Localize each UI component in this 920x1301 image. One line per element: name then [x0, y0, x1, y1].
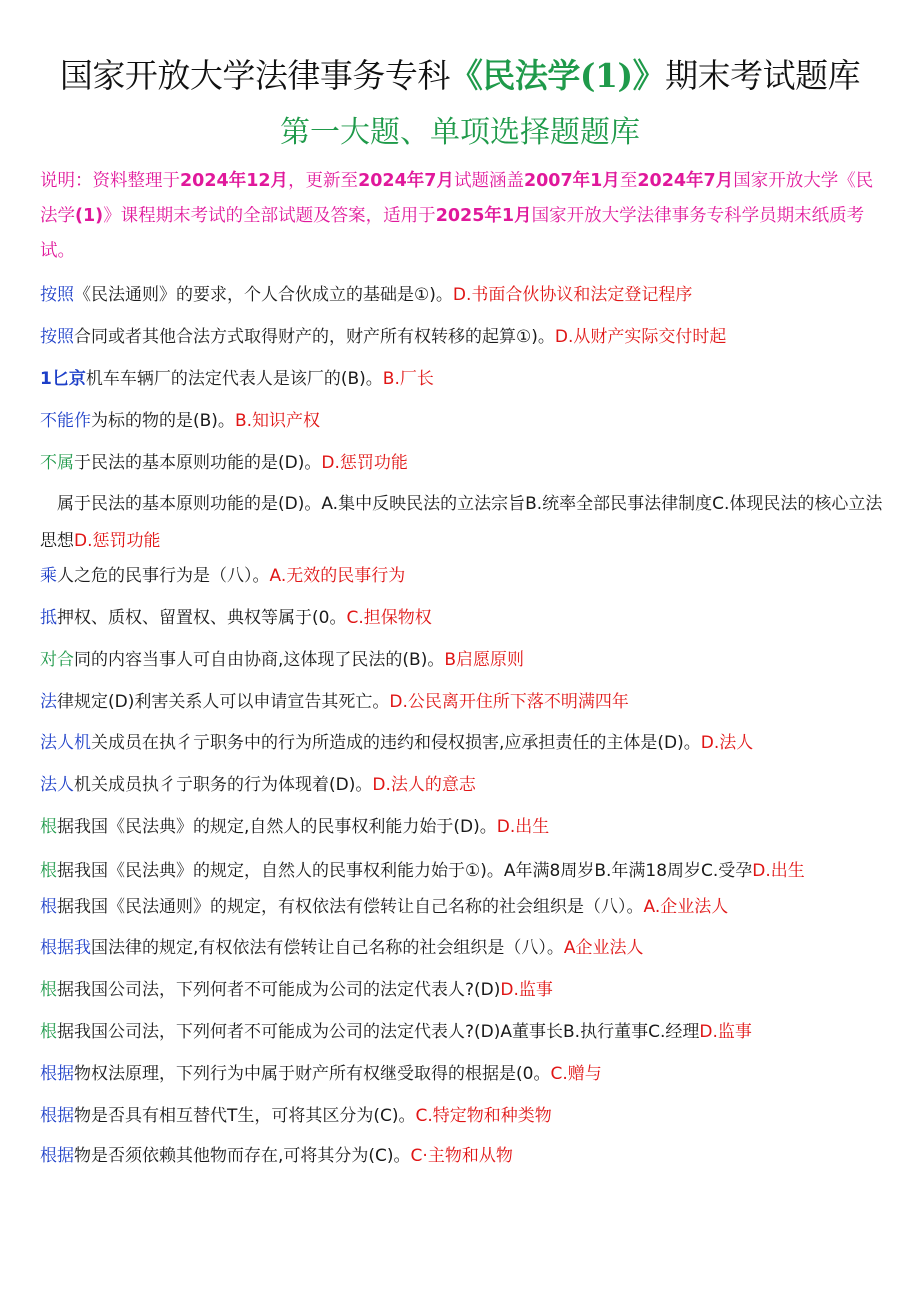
question-text: 据我国《民法典》的规定，自然人的民事权利能力始于①)。A年满8周岁B.年满18周岁C.受孕 — [57, 861, 753, 881]
note-text: 国家开放大学《民法学 — [40, 171, 874, 226]
description-note — [40, 164, 885, 269]
question-text: 属于民法的基本原则功能的是(D)。A.集中反映民法的立法宗旨B.统率全部民事法律制度C.体现民法的核心立法思想 — [40, 494, 883, 551]
title-book-name: 《民法学(1)》 — [449, 56, 666, 95]
answer-text: C.担保物权 — [346, 608, 432, 628]
question-item — [40, 406, 888, 436]
question-text: 于民法的基本原则功能的是(D)。 — [74, 453, 322, 473]
page-title — [0, 52, 920, 100]
question-text: 人之危的民事行为是（八）。 — [57, 566, 270, 586]
question-text: 据我国《民法典》的规定,自然人的民事权利能力始于(D)。 — [57, 817, 497, 837]
question-lead: 根 — [40, 861, 57, 881]
question-lead: 根据 — [40, 1106, 74, 1126]
section-subtitle: 第一大题、单项选择题题库 — [280, 115, 640, 150]
answer-text: A.企业法人 — [643, 897, 729, 917]
answer-text: C.赠与 — [550, 1064, 602, 1084]
question-text: 《民法通则》的要求，个人合伙成立的基础是①)。 — [74, 285, 453, 305]
title-suffix: 期末考试题库 — [665, 56, 861, 95]
question-text: 为标的物的是(B)。 — [91, 411, 235, 431]
question-item — [40, 1101, 888, 1131]
question-item — [40, 812, 888, 842]
question-item — [40, 486, 888, 560]
answer-text: B.厂长 — [382, 369, 434, 389]
answer-text: D.法人 — [700, 733, 754, 753]
question-lead: 对合 — [40, 650, 74, 670]
question-text: 机车车辆厂的法定代表人是该厂的(B)。 — [85, 369, 383, 389]
note-date: 2007年1月 — [523, 171, 620, 191]
question-text: 合同或者其他合法方式取得财产的，财产所有权转移的起算①)。 — [74, 327, 555, 347]
question-lead: 乘 — [40, 566, 57, 586]
question-lead: 根 — [40, 980, 57, 1000]
question-item — [40, 1017, 888, 1047]
note-text: 国家开放大学法律事务专科学员期末纸质考试。 — [40, 206, 865, 261]
question-item — [40, 1059, 888, 1089]
question-lead: 根 — [40, 817, 57, 837]
question-lead: 不能作 — [40, 411, 91, 431]
question-lead: 不属 — [40, 453, 74, 473]
question-item — [40, 561, 888, 591]
question-lead: 根据 — [40, 1064, 74, 1084]
answer-text: D.法人的意志 — [372, 775, 476, 795]
question-item — [40, 280, 888, 310]
question-lead: 根据我 — [40, 938, 91, 958]
question-item — [40, 856, 888, 886]
answer-text: D.从财产实际交付时起 — [554, 327, 727, 347]
note-date: 2024年12月 — [180, 171, 289, 191]
question-lead: 根据 — [40, 1146, 74, 1166]
title-prefix: 国家开放大学法律事务专科 — [59, 56, 450, 95]
question-text: 据我国公司法，下列何者不可能成为公司的法定代表人?(D)A董事长B.执行董事C.经理 — [57, 1022, 700, 1042]
answer-text: D.出生 — [752, 861, 805, 881]
question-lead: 法人机 — [40, 733, 91, 753]
question-text: 国法律的规定,有权依法有偿转让自己名称的社会组织是（八）。 — [91, 938, 564, 958]
question-text: 物是否具有相互替代T生，可将其区分为(C)。 — [74, 1106, 416, 1126]
question-item — [40, 933, 888, 963]
answer-text: A企业法人 — [563, 938, 644, 958]
answer-text: D.书面合伙协议和法定登记程序 — [452, 285, 693, 305]
question-item — [40, 448, 888, 478]
question-text: 关成员在执彳亍职务中的行为所造成的违约和侵权损害,应承担责任的主体是(D)。 — [91, 733, 701, 753]
answer-text: D.惩罚功能 — [321, 453, 408, 473]
question-lead: 根 — [40, 1022, 57, 1042]
question-text: 物权法原理，下列行为中属于财产所有权继受取得的根据是(0。 — [74, 1064, 551, 1084]
note-date: 2024年7月 — [637, 171, 734, 191]
question-lead: 法 — [40, 692, 57, 712]
answer-text: D.监事 — [699, 1022, 752, 1042]
question-item — [40, 322, 888, 352]
answer-text: D.公民离开住所下落不明满四年 — [389, 692, 629, 712]
question-text: 同的内容当事人可自由协商,这体现了民法的(B)。 — [74, 650, 445, 670]
question-item — [40, 645, 888, 675]
question-item — [40, 728, 888, 758]
question-item — [40, 1141, 888, 1171]
question-lead: 抵 — [40, 608, 57, 628]
question-text: 机关成员执彳亍职务的行为体现着(D)。 — [74, 775, 373, 795]
question-lead: 按照 — [40, 327, 74, 347]
question-item — [40, 975, 888, 1005]
answer-text: C.特定物和种类物 — [415, 1106, 552, 1126]
answer-text: D.出生 — [496, 817, 550, 837]
answer-text: C·主物和从物 — [410, 1146, 513, 1166]
question-text: 物是否须依赖其他物而存在,可将其分为(C)。 — [74, 1146, 411, 1166]
note-text: 说明：资料整理于 — [40, 171, 180, 191]
question-item — [40, 364, 888, 394]
question-text: 据我国《民法通则》的规定，有权依法有偿转让自己名称的社会组织是（八）。 — [57, 897, 644, 917]
answer-text: D.惩罚功能 — [74, 531, 161, 551]
answer-text: D.监事 — [500, 980, 553, 1000]
note-text: ，更新至 — [288, 171, 359, 191]
note-date: 2025年1月 — [435, 206, 532, 226]
answer-text: B.知识产权 — [234, 411, 321, 431]
question-text: 律规定(D)利害关系人可以申请宣告其死亡。 — [57, 692, 390, 712]
note-course-number: (1) — [75, 206, 104, 226]
question-lead: 1匕京 — [40, 369, 86, 389]
question-item — [40, 770, 888, 800]
question-item — [40, 687, 888, 717]
question-lead: 根 — [40, 897, 57, 917]
question-text: 押权、质权、留置权、典权等属于(0。 — [57, 608, 347, 628]
question-lead: 法人 — [40, 775, 74, 795]
question-item — [40, 892, 888, 922]
note-date: 2024年7月 — [358, 171, 454, 191]
note-text: 》课程期末考试的全部试题及答案，适用于 — [103, 206, 436, 226]
question-text: 据我国公司法，下列何者不可能成为公司的法定代表人?(D) — [57, 980, 501, 1000]
answer-text: B启愿原则 — [444, 650, 525, 670]
note-text: 试题涵盖 — [453, 171, 524, 191]
note-text: 至 — [619, 171, 638, 191]
question-lead: 按照 — [40, 285, 74, 305]
question-item — [40, 603, 888, 633]
answer-text: A.无效的民事行为 — [269, 566, 406, 586]
